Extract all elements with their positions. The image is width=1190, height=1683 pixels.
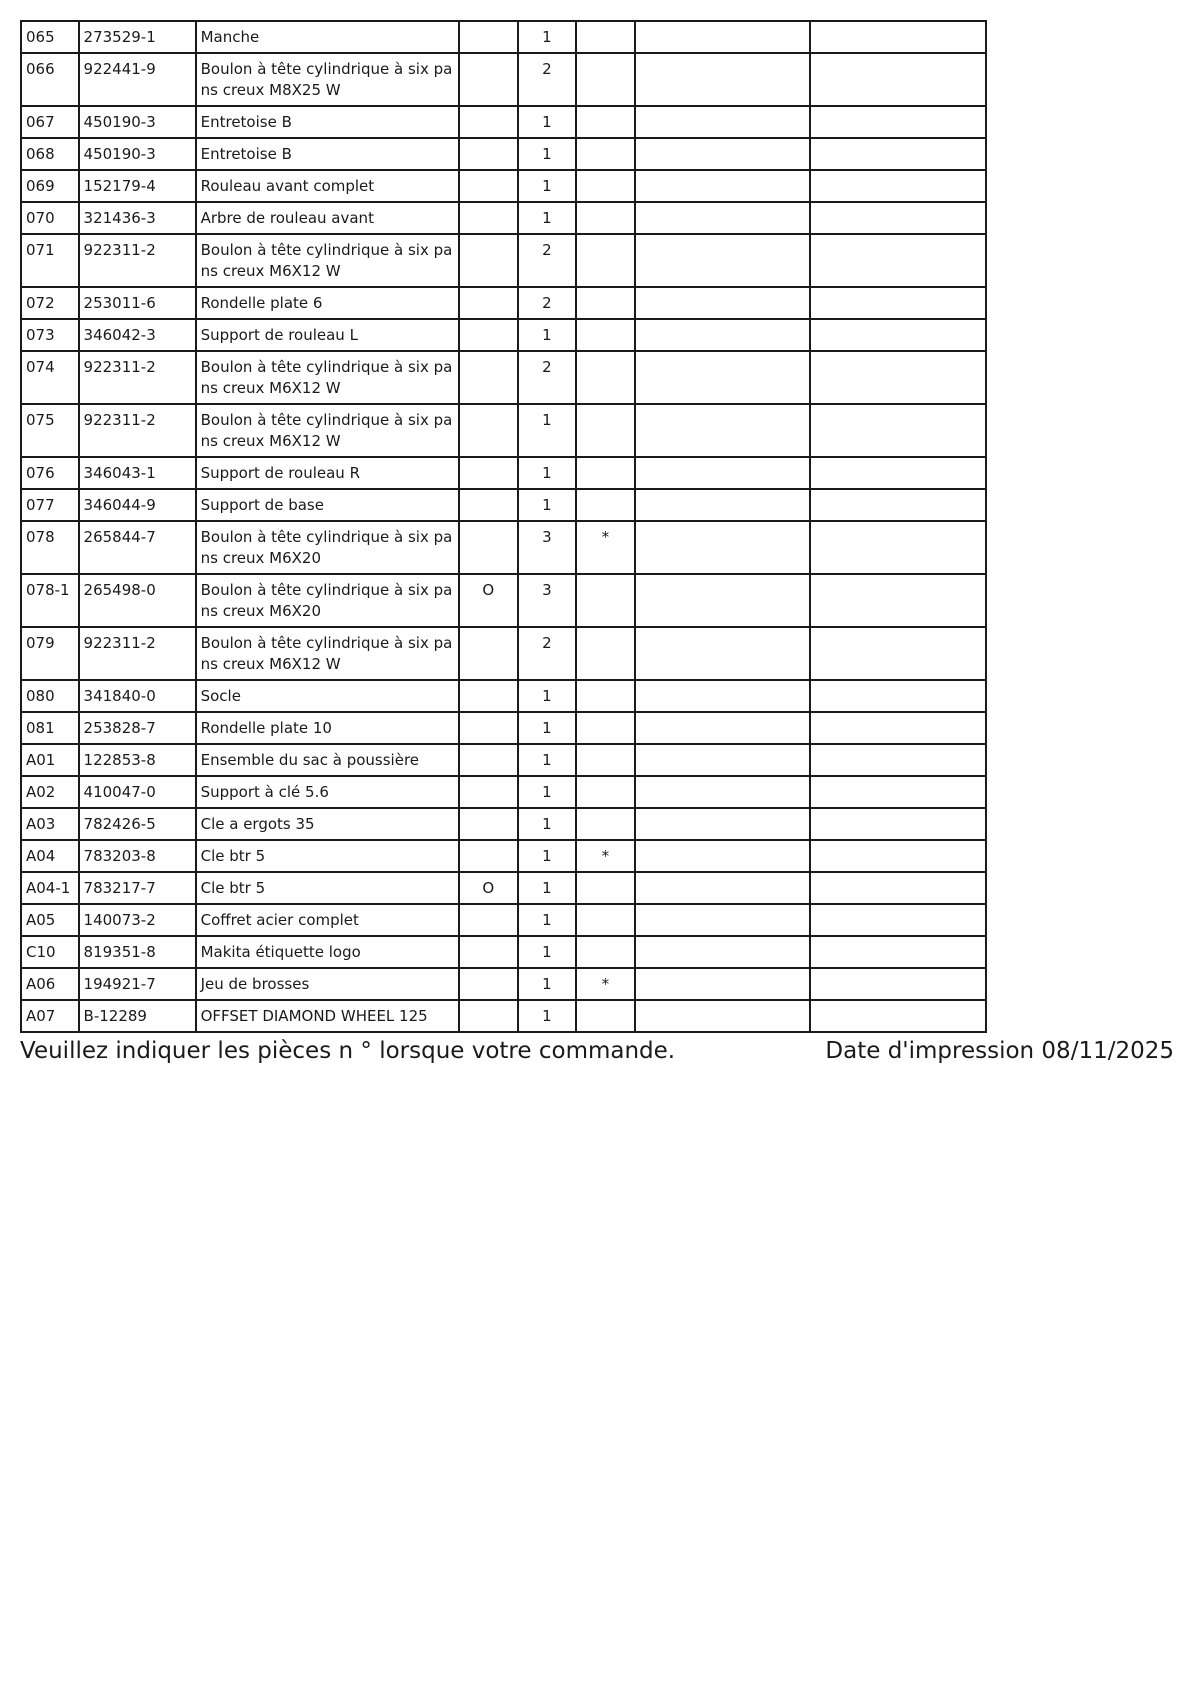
print-date: Date d'impression 08/11/2025 [825, 1038, 1174, 1064]
description-cell [196, 680, 459, 712]
option-mark-cell [459, 840, 518, 872]
empty-cell [635, 170, 811, 202]
part-reference-cell: 410047-0 [79, 776, 196, 808]
note-mark-cell [576, 627, 635, 680]
quantity-cell: 1 [518, 404, 577, 457]
option-mark-cell [459, 808, 518, 840]
table-row [21, 744, 986, 776]
part-reference-cell: B-12289 [79, 1000, 196, 1032]
empty-cell [635, 521, 811, 574]
empty-cell [810, 968, 986, 1000]
table-row [21, 776, 986, 808]
table-row [21, 202, 986, 234]
option-mark-cell [459, 234, 518, 287]
item-number-cell: 068 [21, 138, 79, 170]
note-mark-cell [576, 1000, 635, 1032]
option-mark-cell [459, 904, 518, 936]
empty-cell [810, 170, 986, 202]
table-row [21, 936, 986, 968]
description-cell [196, 904, 459, 936]
quantity-cell: 2 [518, 53, 577, 106]
description-line: Coffret acier complet [200, 911, 359, 929]
empty-cell [810, 106, 986, 138]
note-mark-cell [576, 680, 635, 712]
option-mark-cell: O [459, 872, 518, 904]
note-mark-cell [576, 457, 635, 489]
description-line: ns creux M6X12 W [200, 379, 341, 397]
description-line: Rouleau avant complet [200, 177, 375, 195]
part-reference-cell: 922311-2 [79, 404, 196, 457]
description-line: OFFSET DIAMOND WHEEL 125 [200, 1007, 428, 1025]
empty-cell [810, 744, 986, 776]
option-mark-cell [459, 319, 518, 351]
table-row [21, 680, 986, 712]
empty-cell [635, 234, 811, 287]
table-row [21, 170, 986, 202]
item-number-cell: 074 [21, 351, 79, 404]
description-line: Support de base [200, 496, 324, 514]
part-reference-cell: 152179-4 [79, 170, 196, 202]
note-mark-cell: * [576, 521, 635, 574]
part-reference-cell: 346042-3 [79, 319, 196, 351]
description-line: Entretoise B [200, 113, 292, 131]
table-row [21, 457, 986, 489]
description-cell [196, 351, 459, 404]
quantity-cell: 1 [518, 840, 577, 872]
description-line: Cle btr 5 [200, 847, 266, 865]
note-mark-cell [576, 138, 635, 170]
empty-cell [635, 904, 811, 936]
item-number-cell: 078 [21, 521, 79, 574]
empty-cell [635, 627, 811, 680]
empty-cell [810, 840, 986, 872]
note-mark-cell [576, 404, 635, 457]
description-cell [196, 202, 459, 234]
table-row [21, 319, 986, 351]
quantity-cell: 1 [518, 319, 577, 351]
description-line: Support à clé 5.6 [200, 783, 329, 801]
table-row [21, 808, 986, 840]
table-row [21, 489, 986, 521]
empty-cell [635, 202, 811, 234]
part-reference-cell: 253828-7 [79, 712, 196, 744]
empty-cell [810, 904, 986, 936]
description-line: Cle btr 5 [200, 879, 266, 897]
empty-cell [810, 680, 986, 712]
part-reference-cell: 450190-3 [79, 138, 196, 170]
quantity-cell: 3 [518, 521, 577, 574]
empty-cell [635, 712, 811, 744]
description-cell [196, 968, 459, 1000]
empty-cell [810, 521, 986, 574]
table-row [21, 904, 986, 936]
description-cell [196, 21, 459, 53]
empty-cell [635, 457, 811, 489]
part-reference-cell: 253011-6 [79, 287, 196, 319]
option-mark-cell [459, 680, 518, 712]
description-line: Entretoise B [200, 145, 292, 163]
description-line: Boulon à tête cylindrique à six pa [200, 60, 453, 78]
quantity-cell: 1 [518, 936, 577, 968]
note-mark-cell [576, 936, 635, 968]
option-mark-cell [459, 202, 518, 234]
part-reference-cell: 922311-2 [79, 351, 196, 404]
item-number-cell: A01 [21, 744, 79, 776]
quantity-cell: 2 [518, 287, 577, 319]
description-cell [196, 808, 459, 840]
empty-cell [810, 489, 986, 521]
empty-cell [635, 936, 811, 968]
option-mark-cell: O [459, 574, 518, 627]
empty-cell [810, 776, 986, 808]
option-mark-cell [459, 936, 518, 968]
note-mark-cell [576, 574, 635, 627]
option-mark-cell [459, 776, 518, 808]
note-mark-cell [576, 744, 635, 776]
description-line: Manche [200, 28, 260, 46]
empty-cell [635, 840, 811, 872]
part-reference-cell: 265844-7 [79, 521, 196, 574]
note-mark-cell [576, 808, 635, 840]
description-line: Support de rouleau R [200, 464, 360, 482]
note-mark-cell: * [576, 968, 635, 1000]
item-number-cell: 066 [21, 53, 79, 106]
part-reference-cell: 922441-9 [79, 53, 196, 106]
description-line: Boulon à tête cylindrique à six pa [200, 241, 453, 259]
table-row [21, 1000, 986, 1032]
item-number-cell: 073 [21, 319, 79, 351]
table-row [21, 872, 986, 904]
table-row [21, 968, 986, 1000]
part-reference-cell: 922311-2 [79, 234, 196, 287]
part-reference-cell: 321436-3 [79, 202, 196, 234]
empty-cell [635, 351, 811, 404]
item-number-cell: A03 [21, 808, 79, 840]
description-line: Support de rouleau L [200, 326, 358, 344]
option-mark-cell [459, 106, 518, 138]
description-cell [196, 287, 459, 319]
description-cell [196, 521, 459, 574]
empty-cell [635, 968, 811, 1000]
option-mark-cell [459, 21, 518, 53]
quantity-cell: 1 [518, 776, 577, 808]
note-mark-cell [576, 234, 635, 287]
part-reference-cell: 140073-2 [79, 904, 196, 936]
item-number-cell: A06 [21, 968, 79, 1000]
empty-cell [635, 53, 811, 106]
empty-cell [810, 1000, 986, 1032]
description-line: ns creux M6X12 W [200, 655, 341, 673]
table-row [21, 574, 986, 627]
option-mark-cell [459, 1000, 518, 1032]
quantity-cell: 1 [518, 489, 577, 521]
description-line: Boulon à tête cylindrique à six pa [200, 411, 453, 429]
quantity-cell: 1 [518, 680, 577, 712]
empty-cell [810, 287, 986, 319]
item-number-cell: 070 [21, 202, 79, 234]
quantity-cell: 3 [518, 574, 577, 627]
option-mark-cell [459, 627, 518, 680]
part-reference-cell: 122853-8 [79, 744, 196, 776]
empty-cell [810, 936, 986, 968]
description-cell [196, 457, 459, 489]
table-row [21, 521, 986, 574]
description-cell [196, 840, 459, 872]
quantity-cell: 1 [518, 106, 577, 138]
empty-cell [810, 457, 986, 489]
part-reference-cell: 346044-9 [79, 489, 196, 521]
part-reference-cell: 265498-0 [79, 574, 196, 627]
description-line: ns creux M6X20 [200, 602, 322, 620]
empty-cell [635, 21, 811, 53]
item-number-cell: 067 [21, 106, 79, 138]
description-line: Ensemble du sac à poussière [200, 751, 420, 769]
option-mark-cell [459, 521, 518, 574]
table-row [21, 287, 986, 319]
quantity-cell: 1 [518, 968, 577, 1000]
description-line: Boulon à tête cylindrique à six pa [200, 634, 453, 652]
item-number-cell: A04-1 [21, 872, 79, 904]
option-mark-cell [459, 489, 518, 521]
quantity-cell: 2 [518, 627, 577, 680]
item-number-cell: 072 [21, 287, 79, 319]
empty-cell [635, 106, 811, 138]
part-reference-cell: 783217-7 [79, 872, 196, 904]
item-number-cell: 078-1 [21, 574, 79, 627]
empty-cell [810, 808, 986, 840]
quantity-cell: 1 [518, 712, 577, 744]
description-cell [196, 138, 459, 170]
item-number-cell: 077 [21, 489, 79, 521]
empty-cell [635, 808, 811, 840]
empty-cell [635, 404, 811, 457]
part-reference-cell: 783203-8 [79, 840, 196, 872]
description-line: Boulon à tête cylindrique à six pa [200, 358, 453, 376]
option-mark-cell [459, 138, 518, 170]
description-line: ns creux M6X12 W [200, 432, 341, 450]
empty-cell [635, 574, 811, 627]
item-number-cell: A02 [21, 776, 79, 808]
empty-cell [635, 287, 811, 319]
description-cell [196, 53, 459, 106]
option-mark-cell [459, 170, 518, 202]
empty-cell [810, 138, 986, 170]
note-mark-cell [576, 170, 635, 202]
description-line: Cle a ergots 35 [200, 815, 315, 833]
part-reference-cell: 341840-0 [79, 680, 196, 712]
item-number-cell: A07 [21, 1000, 79, 1032]
quantity-cell: 1 [518, 170, 577, 202]
description-cell [196, 776, 459, 808]
description-line: Rondelle plate 6 [200, 294, 323, 312]
quantity-cell: 2 [518, 234, 577, 287]
description-line: Makita étiquette logo [200, 943, 361, 961]
option-mark-cell [459, 712, 518, 744]
description-cell [196, 106, 459, 138]
parts-table-body [21, 21, 986, 1032]
part-reference-cell: 922311-2 [79, 627, 196, 680]
item-number-cell: 079 [21, 627, 79, 680]
part-reference-cell: 194921-7 [79, 968, 196, 1000]
option-mark-cell [459, 53, 518, 106]
quantity-cell: 1 [518, 904, 577, 936]
part-reference-cell: 782426-5 [79, 808, 196, 840]
description-line: ns creux M8X25 W [200, 81, 341, 99]
description-cell [196, 872, 459, 904]
item-number-cell: 069 [21, 170, 79, 202]
empty-cell [810, 627, 986, 680]
empty-cell [635, 1000, 811, 1032]
empty-cell [635, 744, 811, 776]
table-row [21, 840, 986, 872]
note-mark-cell [576, 712, 635, 744]
table-row [21, 21, 986, 53]
empty-cell [635, 138, 811, 170]
description-cell [196, 712, 459, 744]
table-row [21, 106, 986, 138]
table-row [21, 712, 986, 744]
note-mark-cell [576, 21, 635, 53]
quantity-cell: 1 [518, 1000, 577, 1032]
item-number-cell: 065 [21, 21, 79, 53]
note-mark-cell [576, 489, 635, 521]
quantity-cell: 2 [518, 351, 577, 404]
description-cell [196, 489, 459, 521]
empty-cell [635, 680, 811, 712]
note-mark-cell [576, 319, 635, 351]
quantity-cell: 1 [518, 21, 577, 53]
note-mark-cell [576, 287, 635, 319]
description-cell [196, 1000, 459, 1032]
option-mark-cell [459, 968, 518, 1000]
note-mark-cell: * [576, 840, 635, 872]
parts-table [20, 20, 987, 1033]
description-cell [196, 170, 459, 202]
description-cell [196, 574, 459, 627]
note-mark-cell [576, 872, 635, 904]
empty-cell [810, 202, 986, 234]
note-mark-cell [576, 351, 635, 404]
option-mark-cell [459, 287, 518, 319]
empty-cell [635, 489, 811, 521]
empty-cell [810, 53, 986, 106]
description-cell [196, 936, 459, 968]
description-cell [196, 404, 459, 457]
empty-cell [635, 776, 811, 808]
description-line: Boulon à tête cylindrique à six pa [200, 581, 453, 599]
part-reference-cell: 346043-1 [79, 457, 196, 489]
option-mark-cell [459, 744, 518, 776]
table-row [21, 138, 986, 170]
table-row [21, 627, 986, 680]
description-line: Rondelle plate 10 [200, 719, 332, 737]
item-number-cell: A05 [21, 904, 79, 936]
part-reference-cell: 819351-8 [79, 936, 196, 968]
empty-cell [810, 234, 986, 287]
item-number-cell: 081 [21, 712, 79, 744]
table-row [21, 53, 986, 106]
quantity-cell: 1 [518, 202, 577, 234]
table-row [21, 404, 986, 457]
description-line: ns creux M6X12 W [200, 262, 341, 280]
description-line: Socle [200, 687, 241, 705]
empty-cell [810, 712, 986, 744]
note-mark-cell [576, 106, 635, 138]
note-mark-cell [576, 904, 635, 936]
empty-cell [635, 319, 811, 351]
option-mark-cell [459, 404, 518, 457]
quantity-cell: 1 [518, 808, 577, 840]
item-number-cell: 075 [21, 404, 79, 457]
description-cell [196, 744, 459, 776]
empty-cell [810, 351, 986, 404]
empty-cell [810, 21, 986, 53]
quantity-cell: 1 [518, 744, 577, 776]
description-line: Boulon à tête cylindrique à six pa [200, 528, 453, 546]
note-mark-cell [576, 202, 635, 234]
option-mark-cell [459, 457, 518, 489]
table-row [21, 351, 986, 404]
note-mark-cell [576, 776, 635, 808]
description-cell [196, 234, 459, 287]
note-mark-cell [576, 53, 635, 106]
empty-cell [810, 574, 986, 627]
part-reference-cell: 273529-1 [79, 21, 196, 53]
description-cell [196, 319, 459, 351]
description-cell [196, 627, 459, 680]
item-number-cell: 071 [21, 234, 79, 287]
quantity-cell: 1 [518, 138, 577, 170]
empty-cell [810, 404, 986, 457]
quantity-cell: 1 [518, 872, 577, 904]
option-mark-cell [459, 351, 518, 404]
item-number-cell: 076 [21, 457, 79, 489]
table-row [21, 234, 986, 287]
empty-cell [810, 319, 986, 351]
description-line: ns creux M6X20 [200, 549, 322, 567]
part-reference-cell: 450190-3 [79, 106, 196, 138]
quantity-cell: 1 [518, 457, 577, 489]
description-line: Arbre de rouleau avant [200, 209, 374, 227]
item-number-cell: A04 [21, 840, 79, 872]
empty-cell [635, 872, 811, 904]
item-number-cell: 080 [21, 680, 79, 712]
item-number-cell: C10 [21, 936, 79, 968]
order-note: Veuillez indiquer les pièces n ° lorsque votre commande. [20, 1038, 676, 1064]
description-line: Jeu de brosses [200, 975, 310, 993]
empty-cell [810, 872, 986, 904]
